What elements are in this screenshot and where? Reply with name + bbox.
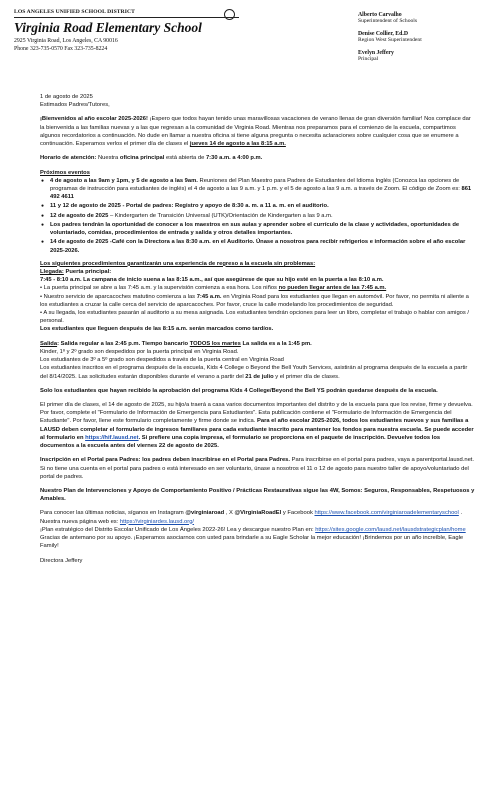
social-text: y Facebook bbox=[281, 510, 315, 517]
staff-entry bbox=[358, 31, 478, 43]
closing-text: Gracias de antemano por su apoyo. ¡Esperamos asociarnos con usted para brindarle a su Eagle Scholar la mejor educación! ¡Brindemos por un año increíble, Eagle Family! bbox=[40, 535, 464, 550]
staff-entry bbox=[358, 50, 478, 62]
instagram-handle: @virginiaroad bbox=[185, 510, 225, 517]
portal-text: Para inscribirse en el portal para padres, vaya a parentportal.lausd.net. Si no tiene una cuenta en el portal para padres o está interesado en ser voluntario, únase a nosotros el 11 o 12 de agosto para nuestro taller de apoyo/voluntariado del portal de padres. bbox=[40, 457, 475, 480]
hif-link[interactable]: https://hif.lausd.net bbox=[85, 434, 139, 441]
phone-fax-line: Phone 323-735-0570 Fax 323-735-8224 bbox=[14, 45, 108, 52]
arrival-section bbox=[40, 260, 476, 334]
zoom-code: 861 492 4611 bbox=[50, 185, 472, 201]
staff-name: Evelyn Jeffery bbox=[358, 50, 394, 56]
parent-portal-paragraph bbox=[40, 456, 476, 481]
income-form-text: . Si prefiere una copia impresa, el formulario se proporciona en el paquete de inscripción. Devuelve todos los documentos a la escuela antes del viernes 22 de agosto de 2025. bbox=[40, 434, 441, 450]
first-day-text: El primer día de clases, el 14 de agosto de 2025, su hijo/a traerá a casa varios documentos importantes del distrito y de la escuela para que los revise, firme y devuelva. Por favor, complete el "Formulario de Información de Emergencia para Estudiantes". Esta publicación contiene el "Formulario de Información de Emergencia del Estudiante". Por favor, llene este formulario completamente y firme donde se indica. bbox=[40, 402, 473, 425]
list-item bbox=[50, 221, 476, 237]
dismissal-times: : Salida regular a las 2:45 p.m. Tiempo bancario bbox=[57, 340, 190, 347]
event-date: 4 de agosto a las 9am y 1pm, y 5 de agosto a las 9am. bbox=[50, 177, 198, 184]
events-section bbox=[40, 169, 476, 255]
event-text: – Kindergarten de Transición Universal (UTK)/Orientación de Kindergarten a las 9 a.m. bbox=[108, 212, 333, 219]
dismissal-label: Salida bbox=[40, 340, 58, 347]
office-label: oficina principal bbox=[119, 155, 165, 162]
signature: Directora Jeffery bbox=[40, 557, 83, 564]
dismissal-line bbox=[40, 364, 476, 380]
plan-text: ¡Plan estratégico del Distrito Escolar Unificado de Los Ángeles 2022-26! Lea y descargue nuestro Plan en: bbox=[40, 526, 316, 533]
social-text: . Nuestra nueva página web es: bbox=[40, 510, 463, 525]
arrival-label: Llegada: bbox=[40, 268, 64, 275]
strategic-plan-line bbox=[40, 526, 476, 534]
list-item bbox=[50, 177, 476, 202]
school-address bbox=[14, 38, 118, 53]
social-text: Para conocer las últimas noticias, síganos en Instagram bbox=[40, 510, 186, 517]
arrival-gate: Puerta principal: bbox=[63, 268, 112, 275]
facebook-link[interactable]: https://www.facebook.com/virginiaroadelementaryschool bbox=[314, 510, 459, 517]
address-line: 2925 Virginia Road, Los Angeles, CA 90016 bbox=[14, 38, 118, 44]
office-hours-time: 7:30 a.m. a 4:00 p.m. bbox=[205, 155, 263, 162]
staff-role: Superintendent of Schools bbox=[358, 18, 418, 24]
banking-day: TODOS los martes bbox=[189, 340, 241, 347]
list-item bbox=[50, 202, 476, 210]
arrival-bullet: • A su llegada, los estudiantes pasarán al auditorio a su mesa asignada. Los estudiantes tendrán opciones para leer un libro, completar el trabajo o hablar con amigos / personal. bbox=[40, 310, 470, 325]
arrival-warning: no pueden llegar antes de las 7:45 a.m. bbox=[278, 285, 387, 292]
events-list bbox=[40, 177, 476, 255]
first-day-paragraph bbox=[40, 401, 476, 450]
letter-body bbox=[40, 93, 476, 571]
staff-name: Denise Collier, Ed.D bbox=[358, 31, 409, 37]
dismissal-line: Los estudiantes de 3º a 5º grado son despedidos a través de la puerta central en Virginia Road bbox=[40, 357, 284, 364]
district-seal-icon bbox=[224, 9, 235, 20]
letter-date: 1 de agosto de 2025 bbox=[40, 94, 93, 100]
staff-list bbox=[358, 12, 478, 69]
intro-paragraph bbox=[40, 115, 476, 148]
strategic-plan-link[interactable]: https://sites.google.com/lausd.net/lausdstrategicplan/home bbox=[315, 526, 466, 533]
portal-heading: Inscripción en el Portal para Padres: los padres deben inscribirse en el Portal para Padres. bbox=[40, 457, 291, 464]
greeting bbox=[40, 93, 476, 109]
event-text: 14 de agosto de 2025 -Café con la Directora a las 8:30 a.m. en el Auditorio. Únase a nosotros para recibir refrigerios e información sobre el año escolar 2025-2026. bbox=[50, 239, 466, 254]
office-hours-label: Horario de atención: bbox=[40, 155, 97, 162]
letter-page bbox=[14, 7, 476, 564]
intro-text: ¡Espero que todos hayan tenido unas maravillosas vacaciones de verano llenas de gran diversión familiar! Nos complace dar la bienvenida a las familias nuevas y a las que regresan a la comunidad de Virginia Road. Mientras nos preparamos para el comienzo de la escuela, compartimos algunos recordatorios a continuación. No dude en llamar a nuestra oficina si tiene alguna pregunta o necesita aclaraciones sobre cualquier cosa que se enumere a continuación. Esperamos verlos el primer día de clases el bbox=[40, 116, 471, 148]
staff-name: Alberto Carvalho bbox=[358, 12, 402, 18]
valet-time: 7:45 a.m. bbox=[196, 293, 222, 300]
arrival-text: en Virginia Road para los estudiantes que llegan en automóvil. Por favor, no permita ni aliente a los estudiantes a cruzar la calle cerca del servicio de aparcacoches. Por favor, cruce la calle modelando los procedimientos de seguridad. bbox=[40, 293, 469, 308]
social-text: , X bbox=[224, 510, 235, 517]
arrival-time: 7:45 - 8:10 a.m. La campana de inicio suena a las 8:15 a.m., así que asegúrese de que su hijo esté en la puerta a las 8:10 a.m. bbox=[40, 277, 384, 284]
event-date: 12 de agosto de 2025 bbox=[50, 212, 109, 219]
arrival-heading bbox=[40, 268, 476, 276]
website-link[interactable]: https://virginiardes.lausd.org/ bbox=[119, 518, 195, 525]
list-item bbox=[50, 212, 476, 220]
letterhead bbox=[14, 7, 476, 87]
arrival-bullet bbox=[40, 284, 476, 292]
income-form-text: Para el año escolar 2025-2026, todos los estudiantes nuevos y sus familias a LAUSD deben completar el formulario de ingresos familiares para cada estudiante inscrito para mantener los fondos para nuestra escuela. Se puede acceder al formulario en bbox=[40, 418, 474, 441]
pbis-paragraph: Nuestro Plan de Intervenciones y Apoyo de Comportamiento Positivo / Prácticas Restaurativas sigue las 4W, Somos: Seguros, Responsables, Respetuosos y Amables. bbox=[40, 487, 475, 503]
arrival-bullet bbox=[40, 293, 476, 309]
application-date: 21 de julio bbox=[245, 373, 274, 380]
first-day-date: jueves 14 de agosto a las 8:15 a.m. bbox=[189, 141, 286, 148]
office-hours-text: Nuestra bbox=[96, 155, 120, 162]
dismissal-times: La salida es a la 1:45 pm. bbox=[240, 340, 312, 347]
arrival-text: • La puerta principal se abre a las 7:45 a.m. y la supervisión comienza a esa hora. Los niños bbox=[40, 285, 279, 292]
list-item bbox=[50, 238, 476, 254]
after-school-note: Solo los estudiantes que hayan recibido la aprobación del programa Kids 4 College/Beyond the Bell YS podrán quedarse después de la escuela. bbox=[40, 387, 438, 394]
event-date: 11 y 12 de agosto de 2025 - Portal de padres: Registro y apoyo de 8:30 a. m. a 11 a. m. en el auditorio. bbox=[50, 203, 329, 210]
staff-role: Region West Superintendent bbox=[358, 37, 422, 43]
event-text: Los padres tendrán la oportunidad de conocer a los maestros en sus aulas y aprender sobre el currículo de la clase y actividades, oportunidades de voluntariado, comidas, procedimientos de entrada y salida y otros detalles importantes. bbox=[50, 221, 460, 237]
staff-entry bbox=[358, 12, 478, 24]
salutation: Estimados Padres/Tutores, bbox=[40, 102, 110, 109]
x-handle: @VirginiaRoadEl bbox=[234, 510, 282, 517]
district-name: LOS ANGELES UNIFIED SCHOOL DISTRICT bbox=[14, 9, 136, 15]
welcome-heading: ¡Bienvenidos al año escolar 2025-2026! bbox=[40, 116, 148, 123]
dismissal-section bbox=[40, 340, 476, 381]
arrival-text: • Nuestro servicio de aparcacoches matutino comienza a las bbox=[40, 293, 197, 300]
header-rule bbox=[14, 17, 239, 18]
social-paragraph bbox=[40, 509, 476, 550]
events-title: Próximos eventos bbox=[40, 169, 90, 176]
school-name: Virginia Road Elementary School bbox=[14, 20, 202, 35]
dismissal-text: y el primer día de clases. bbox=[273, 373, 340, 380]
office-hours bbox=[40, 154, 476, 162]
procedures-title: Los siguientes procedimientos garantizarán una experiencia de regreso a la escuela sin problemas: bbox=[40, 260, 316, 267]
staff-role: Principal bbox=[358, 56, 379, 62]
event-text: Reuniones del Plan Maestro para Padres de Estudiantes del Idioma Inglés (Conozca las opciones de programas de instrucción para estudiantes de inglés) el 4 de agosto a las 9 a.m. y 1 p.m. y el 5 de agosto a las 9 a.m. a través de Zoom. El código de Zoom es: bbox=[50, 177, 462, 192]
tardy-note: Los estudiantes que lleguen después de las 8:15 a.m. serán marcados como tardíos. bbox=[40, 326, 274, 333]
dismissal-line: Kinder, 1º y 2º grado son despedidos por la puerta principal en Virginia Road. bbox=[40, 348, 239, 355]
office-hours-text: está abierta de bbox=[164, 155, 206, 162]
dismissal-heading bbox=[40, 340, 476, 348]
dismissal-text: Los estudiantes inscritos en el programa después de la escuela, Kids 4 College o Beyond the Bell Youth Services, asistirán al programa después de la escuela a partir del 8/14/2025. Las solicitudes estarán disponibles durante el verano a partir del bbox=[40, 365, 468, 380]
